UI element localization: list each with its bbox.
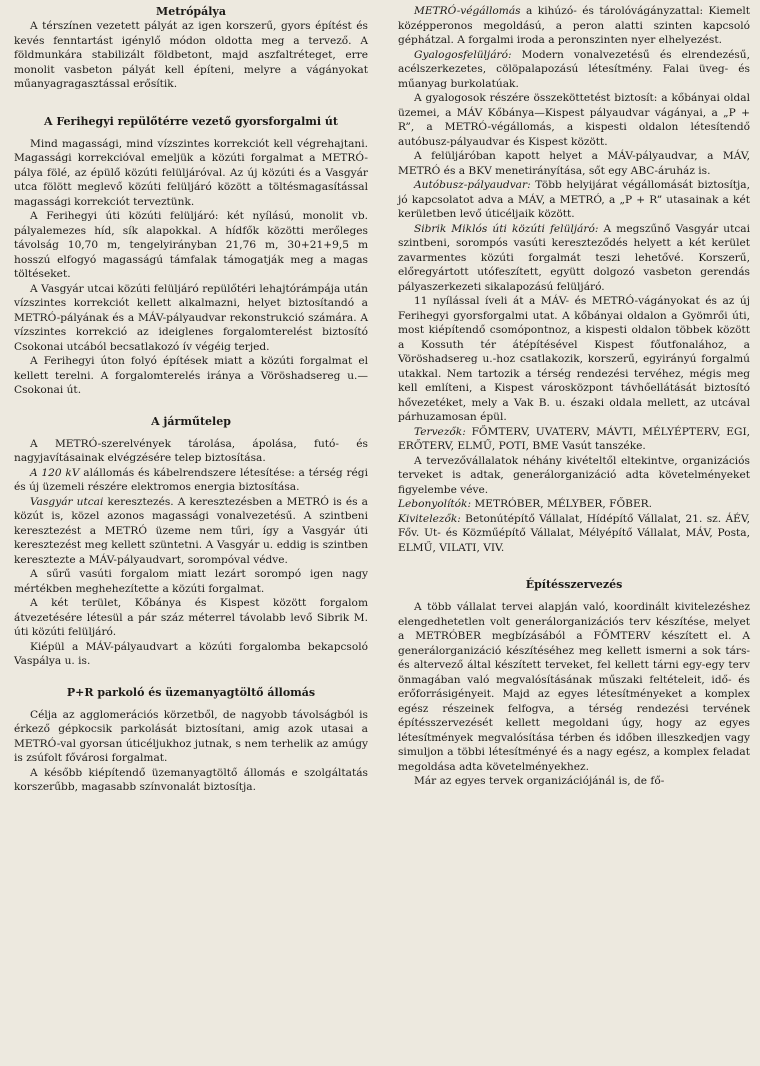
- paragraph-text: keresztezés. A keresztezésben a METRÓ is és a közút is, közel azonos magassági vonalvezetésű. A szintbeni keresztezést a METRÓ üzeme nem tűri, így a Vasgyár úti keresztezést meg kellett szüntetni. A Vasgyár u. eddig is szintben keresztezte a MÁV-pályaudvart, sorompóval védve.: [14, 495, 368, 566]
- italic-lead: Vasgyár utcai: [30, 495, 104, 508]
- paragraph: [398, 48, 750, 92]
- paragraph-text: Több helyijárat végállomását biztosítja, jó kapcsolatot adva a MÁV, a METRÓ, a „P + R” utasainak a két kerületben levő úticéljaik között.: [398, 179, 750, 220]
- paragraph: A sűrű vasúti forgalom miatt lezárt sorompó igen nagy mértékben meghehezítette a közúti forgalmat.: [14, 568, 368, 595]
- paragraph: [398, 4, 750, 48]
- italic-lead: Gyalogosfelüljáró:: [414, 48, 512, 61]
- paragraph: A több vállalat tervei alapján való, koordinált kivitelezéshez elengedhetetlen volt generálorganizációs terv készítése, melyet a METRÓBER megbízásából a FŐMTERV készített el. A generálorganizáció készítéséhez meg kellett ismerni a sok társ- és altervező által készített terveket, fel kellett tárni egy-egy terv önmagában való megvalósításának műszaki feltételeit, idő- és erőforrásigényeit. Majd az egyes létesítményeket a komplex egész részeinek felfogva, a térség rendezési tervének építésszervezését kellett megoldani úgy, hogy az egyes létesítmények megvalósítása térben és időben illeszkedjen vagy simuljon a többi létesítményé és a nagy egész, a komplex feladat megoldása adta követelményekhez.: [398, 601, 750, 773]
- section-title-epitesszervezes: Építésszervezés: [525, 578, 623, 591]
- section-title-jarmutelep: A járműtelep: [151, 414, 231, 428]
- paragraph: A METRÓ-szerelvények tárolása, ápolása, futó- és nagyjavításainak elvégzésére telep biztosítása.: [14, 437, 368, 465]
- paragraph: [14, 466, 368, 495]
- paragraph-text: Betonútépítő Vállalat, Hídépítő Vállalat, 21. sz. ÁÉV, Főv. Ut- és Közműépítő Vállalat, Mélyépítő Vállalat, MÁV, Posta, ELMŰ, VILATI, VIV.: [398, 512, 750, 554]
- paragraph: [398, 425, 750, 454]
- section-title-ferihegyi-ut: A Ferihegyi repülőtérre vezető gyorsforgalmi út: [43, 114, 338, 128]
- italic-lead: METRÓ-végállomás: [414, 5, 521, 17]
- italic-lead: A 120 kV: [30, 466, 80, 479]
- paragraph: A felüljáróban kapott helyet a MÁV-pályaudvar, a MÁV, METRÓ és a BKV menetirányítása, sőt egy ABC-áruház is.: [398, 150, 750, 177]
- paragraph-text: METRÓBER, MÉLYBER, FŐBER.: [471, 498, 653, 510]
- paragraph: [14, 495, 368, 568]
- italic-lead: Lebonyolítók:: [398, 498, 472, 510]
- paragraph: Mind magassági, mind vízszintes korrekciót kell végrehajtani. Magassági korrekcióval emeljük a közúti forgalmat a METRÓ-pálya fölé, az épülő közúti felüljáróval. Az új közúti és a Vasgyár utca fölött meglevő közúti felüljáró között a töltésmagasítással magassági korrekciót terveztünk.: [14, 137, 368, 208]
- section-title-metropalya: Metrópálya: [156, 5, 226, 18]
- paragraph: Már az egyes tervek organizációjánál is, de fő-: [414, 775, 665, 788]
- right-column: [398, 4, 750, 789]
- paragraph: [398, 497, 750, 512]
- paragraph: A Ferihegyi úti közúti felüljáró: két nyílású, monolit vb. pályalemezes híd, sík alapokkal. A hídfők közötti merőleges távolság 10,70 m, tengelyirányban 21,76 m, 30+21+9,5 m hosszú elfogyó magasságú támfalak támogatják meg a magas töltéseket.: [14, 210, 368, 281]
- paragraph: [398, 222, 750, 295]
- paragraph: A tervezővállalatok néhány kivételtől eltekintve, organizációs terveket is adtak, generálorganizáció adta követelményeket figyelembe véve.: [398, 454, 750, 496]
- paragraph-text: alállomás és kábelrendszere létesítése: a térség régi és új üzemeli részére elektromos energia biztosítása.: [14, 466, 368, 494]
- paragraph: [398, 512, 750, 556]
- left-column: [14, 4, 368, 795]
- paragraph: A Ferihegyi úton folyó építések miatt a közúti forgalmat el kellett terelni. A forgalomterelés iránya a Vöröshadsereg u.—Csokonai út.: [14, 355, 368, 397]
- paragraph-text: A megszűnő Vasgyár utcai szintbeni, sorompós vasúti kereszteződés helyett a két kerület zavarmentes közúti forgalmát teszi lehetővé. Korszerű, előregyártott utófeszített, együtt dolgozó vasbeton gerendás pályaszerkezeti sikalapozású felüljáró.: [398, 222, 750, 293]
- paragraph: A később kiépítendő üzemanyagtöltő állomás e szolgáltatás korszerűbb, magasabb színvonalát biztosítja.: [14, 766, 368, 794]
- paragraph: [398, 178, 750, 222]
- paragraph-text: Modern vonalvezetésű és elrendezésű, acélszerkezetes, cölöpalapozású létesítmény. Falai üveg- és műanyag burkolatúak.: [398, 48, 750, 90]
- italic-lead: Tervezők:: [414, 425, 466, 438]
- paragraph: 11 nyílással íveli át a MÁV- és METRÓ-vágányokat és az új Ferihegyi gyorsforgalmi utat. A kőbányai oldalon a Gyömrői úti, most kiépítendő csomópontnoz, a kispesti oldalon többek között a Kossuth tér átépítésével Kispest főutfonalához, a Vöröshadsereg u.-hoz csatlakozik, korszerű, egyirányú forgalmú utakkal. Nem tartozik a térség rendezési tervéhez, mégis meg kell említeni, a Kispest városközpont távhőellátását biztosító hővezetéket, mely a Vak B. u. északi oldala mellett, az utcával párhuzamosan épül.: [398, 295, 750, 423]
- italic-lead: Autóbusz-pályaudvar:: [414, 179, 531, 191]
- paragraph: Célja az agglomerációs körzetből, de nagyobb távolságból is érkező gépkocsik parkolását biztosítani, amig azok utasai a METRÓ-val gyorsan úticéljukhoz jutnak, s nem terhelik az amúgy is zsúfolt fővárosi forgalmat.: [14, 708, 368, 765]
- section-title-p-r-parkolo: P+R parkoló és üzemanyagtöltő állomás: [66, 685, 316, 699]
- paragraph-text: FŐMTERV, UVATERV, MÁVTI, MÉLYÉPTERV, EGI, ERŐTERV, ELMŰ, POTI, BME Vasút tanszéke.: [398, 425, 750, 452]
- italic-lead: Kivitelezők:: [398, 512, 461, 525]
- paragraph: A gyalogosok részére összeköttetést biztosít: a kőbányai oldal üzemei, a MÁV Kőbánya—Kispest pályaudvar vágányai, a „P + R”, a METRÓ-végállomás, a kispesti oldalon létesítendő autóbusz-pályaudvar és Kispest között.: [398, 92, 750, 148]
- italic-lead: Sibrik Miklós úti közúti felüljáró:: [414, 222, 599, 235]
- paragraph: A térszínen vezetett pályát az igen korszerű, gyors építést és kevés fenntartást igénylő módon oldotta meg a tervező. A földmunkára stabilizált földbetont, majd aszfaltréteget, erre monolit vasbeton pályát kell építeni, melyre a vágányokat műanyagragasztással erősítik.: [14, 20, 368, 91]
- paragraph-text: a kihúzó- és tárolóvágányzattal: Kiemelt középperonos megoldású, a peron alatti szinten kapcsoló géphátzal. A forgalmi iroda a peronszinten nyer elhelyezést.: [398, 5, 750, 46]
- paragraph: A két terület, Kőbánya és Kispest között forgalom átvezetésére létesül a pár száz méterrel távolabb levő Sibrik M. úti közúti felüljáró.: [14, 597, 368, 639]
- paragraph: A Vasgyár utcai közúti felüljáró repülőtéri lehajtórámpája után vízszintes korrekciót kellett alkalmazni, helyet biztosítandó a METRÓ-pályának és a MÁV-pályaudvar rekonstrukció számára. A vízszintes korrekció az ideiglenes forgalomterelést biztosító Csokonai utcából becsatlakozó ív végéig terjed.: [14, 282, 368, 353]
- paragraph: Kiépül a MÁV-pályaudvart a közúti forgalomba bekapcsoló Vaspálya u. is.: [14, 640, 368, 668]
